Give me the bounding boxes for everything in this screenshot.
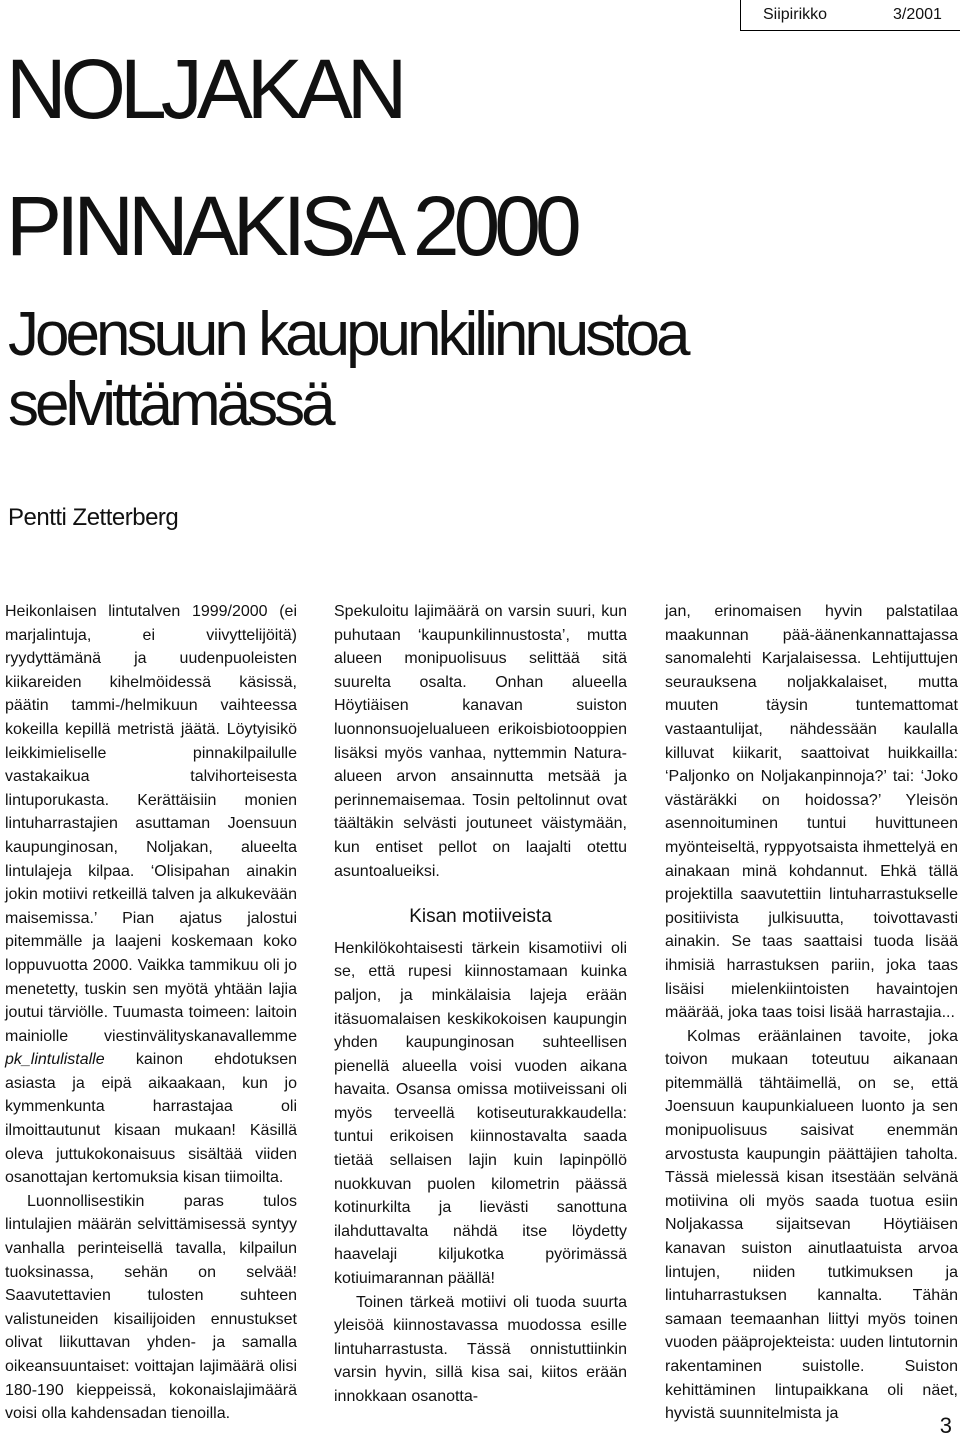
paragraph-text: Heikonlaisen lintutalven 1999/2000 (ei marjalintuja, ei viivyttelijöitä) ryydyttämänä ja uudenpuoleisten kiikareiden kihelmöidessä käsissä, päätin tammi-/helmikuun vaihteessa kokeilla kepillä metristä jäätä. Löytyisikö leikkimieliselle pinnakilpailulle vastakaikua talvihorteisesta lintuporukasta. Kerättäisiin monien lintuharrastajien asuttaman Joensuun kaupunginosan, Noljakan, alueelta lintulajeja kilpaa. ‘Olisipahan ainakin jokin motiivi retkeillä talven ja alkukevään maisemissa.’ Pian ajatus jalostui pitemmälle ja laajeni koskemaan koko loppuvuotta 2000. Vaikka tammikuu oli jo menetetty, tuskin sen myötä yhtään lajia joutui tärviölle. Tuumasta toimeen: laitoin mainiolle viestinvälityskanavallemme <box>5 603 297 1045</box>
text-column-1 <box>5 600 297 1426</box>
paragraph-text: kainon ehdotuksen asiasta ja eipä aikaakaan, kun jo kymmenkunta harrastajaa oli ilmoittautunut kisaan mukaan! Käsillä oleva juttukokonaisuus sisältää viiden osanottajan kertomuksia kisan tiimoilta. <box>5 1051 297 1187</box>
mailing-list-name: pk_lintulistalle <box>5 1051 105 1069</box>
text-column-3 <box>665 600 958 1426</box>
text-column-2 <box>334 600 627 1409</box>
paragraph: Spekuloitu lajimäärä on varsin suuri, kun puhutaan ‘kaupunkilinnustosta’, mutta alueen monipuolisuus selittää sitä suurelta osalta. Onhan alueella Höytiäisen kanavan suiston luonnonsuojelualueen erikoisbiotooppien lisäksi myös vanhaa, nyttemmin Natura-alueen arvon ansainnutta metsää ja perinnemaisemaa. Tosin peltolinnut ovat täältäkin selvästi joutuneet väistymään, kun entiset pellot on laajalti otettu asuntoalueiksi. <box>334 603 627 880</box>
article-title-line-1: NOLJAKAN <box>6 42 402 136</box>
paragraph: Luonnollisestikin paras tulos lintulajien määrän selvittämisessä syntyy vanhalla perinteisellä tavalla, kilpailun tuoksinassa, sehän on selvää! Saavutettavien tulosten suhteen valistuneiden kisailijoiden ennustukset olivat liikuttavan yhden- ja samalla oikeansuuntaiset: voittajan lajimäärä olisi 180-190 kieppeissä, kokonaislajimäärä voisi olla kahdensadan tienoilla. <box>5 1192 297 1423</box>
paragraph: Kolmas eräänlainen tavoite, joka toivon mukaan toteutuu aikanaan pitemmällä tähtäimellä, on se, että Joensuun kaupunkialueen luonto ja sen monipuolisuus saisivat enemmän arvostusta kaupungin päättäjien taholta. Tässä mielessä kisan itsestään selvänä motiivina oli myös saada tuotua esiin Noljakassa sijaitsevan Höytiäisen kanavan suiston ainutlaatuista arvoa lintujen, niiden tutkimuksen ja lintuharrastuksen kannalta. Tähän samaan teemaanhan liittyi myös toinen vuoden pääprojekteista: uuden lintutornin rakentaminen suistolle. Suiston kehittäminen lintupaikkana oli näet, hyvistä suunnitelmista ja <box>665 1027 958 1423</box>
author-byline: Pentti Zetterberg <box>8 504 179 531</box>
section-heading: Kisan motiiveista <box>409 906 552 928</box>
paragraph: Henkilökohtaisesti tärkein kisamotiivi oli se, että rupesi kiinnostamaan kuinka paljon, ja minkälaisia lajeja erään itäsuomalaisen keskikokoisen kaupungin yhden kaupunginosan suhteellisen pienellä alueella voisi vuoden aikana havaita. Osansa omissa motiiveissani oli myös terveellä kotiseuturakkaudella: tuntui erikoisen kiinnostavalta saada tietää sellaisen lajin kuin lapinpöllö nuokkuvan puolen kilometrin päässä kotinurkilta ja lievästi sanottuna ilahduttavalta nähdä itse löydetty haavelaji kiljukotka pyörimässä kotiuimarannan päällä! <box>334 939 627 1288</box>
issue-number: 3/2001 <box>893 6 942 23</box>
running-header <box>740 0 960 31</box>
magazine-name: Siipirikko <box>763 6 828 23</box>
page-number: 3 <box>939 1413 952 1438</box>
paragraph: Toinen tärkeä motiivi oli tuoda suurta yleisöä kiinnostavassa muodossa esille lintuharrastusta. Tässä onnistuttiinkin varsin hyvin, sillä kisa sai, kiitos erään innokkaan osanotta- <box>334 1293 627 1405</box>
paragraph: jan, erinomaisen hyvin palstatilaa maakunnan pää-äänenkannattajassa sanomalehti Karjalaisessa. Lehtijuttujen seurauksena noljakkalaiset, mutta muuten täysin tuntemattomat vastaantulijat, nähdessään kaulalla killuvat kiikarit, saattoivat huikkailla: ‘Paljonko on Noljakanpinnoja?’ tai: ‘Joko västäräkki on hoidossa?’ Yleisön asennoituminen tuntui huvittuneen myönteiseltä, ryppyotsaista ihmettelyä en ainakaan minä kohdannut. Ehkä tällä projektilla saavutettiin lintuharrastukselle positiivista julkisuutta, toivottavasti ainakin. Se taas saattaisi tuoda lisää ihmisiä harrastuksen pariin, joka taas lisäisi mielenkiintoisten havaintojen määrää, joka taas toisi lisää harrastajia... <box>665 603 958 1022</box>
article-title-line-2: PINNAKISA 2000 <box>6 179 576 273</box>
article-subtitle: Joensuun kaupunkilinnustoa selvittämässä <box>8 300 687 439</box>
paragraph <box>5 600 297 1190</box>
